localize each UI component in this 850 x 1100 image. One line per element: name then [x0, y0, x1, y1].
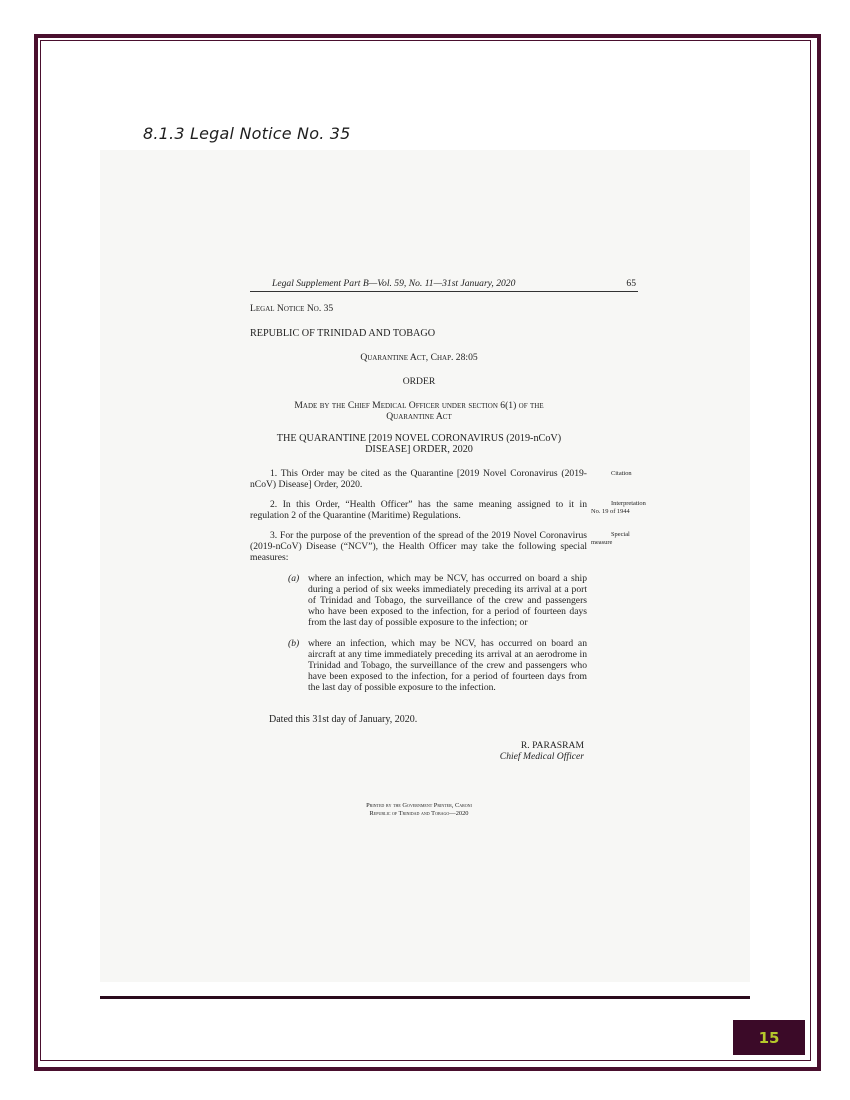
order-heading: ORDER — [402, 376, 436, 387]
clause-2 — [250, 499, 646, 521]
item-a-text: where an infection, which may be NCV, has occurred on board a ship during a period of six weeks immediately preceding its arrival at a port of Trinidad and Tobago, the surveillance of the crew and passengers who have been exposed to the infection, for a period of fourteen days from the last day of possible exposure to the infection; or — [308, 573, 587, 628]
clause-1 — [250, 468, 632, 490]
section-heading: 8.1.3 Legal Notice No. 35 — [143, 124, 351, 143]
margin-note-special-line-2: measure — [591, 538, 613, 546]
running-head-page-number: 65 — [626, 278, 636, 289]
item-b-text: where an infection, which may be NCV, has occurred on board an aircraft at any time immediately preceding its arrival at an aerodrome in Trinidad and Tobago, the surveillance of the crew and passengers who have been exposed to the infection, for a period of fourteen days from the last day of possible exposure to the infection. — [308, 638, 587, 693]
margin-note-citation: Citation — [611, 470, 632, 477]
notice-label: Legal Notice No. 35 — [250, 303, 334, 314]
margin-note-special-line-1: Special — [611, 531, 630, 538]
printer-line-1: Printed by the Government Printer, Caroni — [366, 802, 472, 809]
made-by-line-2: Quarantine Act — [386, 411, 452, 422]
clause-1-text: 1. This Order may be cited as the Quarantine [2019 Novel Coronavirus (2019-nCoV) Disease] Order, 2020. — [250, 468, 587, 490]
page-number-badge: 15 — [733, 1020, 805, 1055]
legal-notice-document — [250, 277, 646, 818]
printer-line-2: Republic of Trinidad and Tobago—2020 — [369, 810, 469, 817]
order-title-line-2: DISEASE] ORDER, 2020 — [365, 444, 473, 455]
clause-2-text: 2. In this Order, “Health Officer” has the same meaning assigned to it in regulation 2 of the Quarantine (Maritime) Regulations. — [250, 499, 587, 521]
margin-note-interpretation-line-2: No. 19 of 1944 — [591, 507, 630, 515]
measure-item-a — [288, 573, 587, 628]
running-head-title: Legal Supplement Part B—Vol. 59, No. 11—31st January, 2020 — [272, 278, 516, 289]
measure-item-b — [288, 638, 587, 693]
margin-note-special-measure — [591, 531, 651, 546]
item-b-label: (b) — [288, 638, 300, 649]
clause-3 — [250, 530, 630, 563]
signatory-name: R. PARASRAM — [520, 740, 584, 751]
republic-heading: REPUBLIC OF TRINIDAD AND TOBAGO — [250, 328, 436, 339]
margin-note-interpretation-line-1: Interpretation — [611, 500, 646, 507]
dated-line: Dated this 31st day of January, 2020. — [269, 714, 418, 725]
footer-rule — [100, 996, 750, 999]
item-a-label: (a) — [288, 573, 300, 584]
margin-note-interpretation — [591, 500, 651, 515]
running-head — [250, 277, 638, 292]
act-reference: Quarantine Act, Chap. 28:05 — [360, 352, 478, 363]
order-title-line-1: THE QUARANTINE [2019 NOVEL CORONAVIRUS (2019-nCoV) — [276, 433, 562, 444]
made-by-line-1: Made by the Chief Medical Officer under section 6(1) of the — [294, 400, 544, 411]
clause-3-text: 3. For the purpose of the prevention of the spread of the 2019 Novel Coronavirus (2019-nCoV) Disease (“NCV”), the Health Officer may take the following special measures: — [250, 530, 587, 563]
signatory-title: Chief Medical Officer — [499, 751, 584, 762]
